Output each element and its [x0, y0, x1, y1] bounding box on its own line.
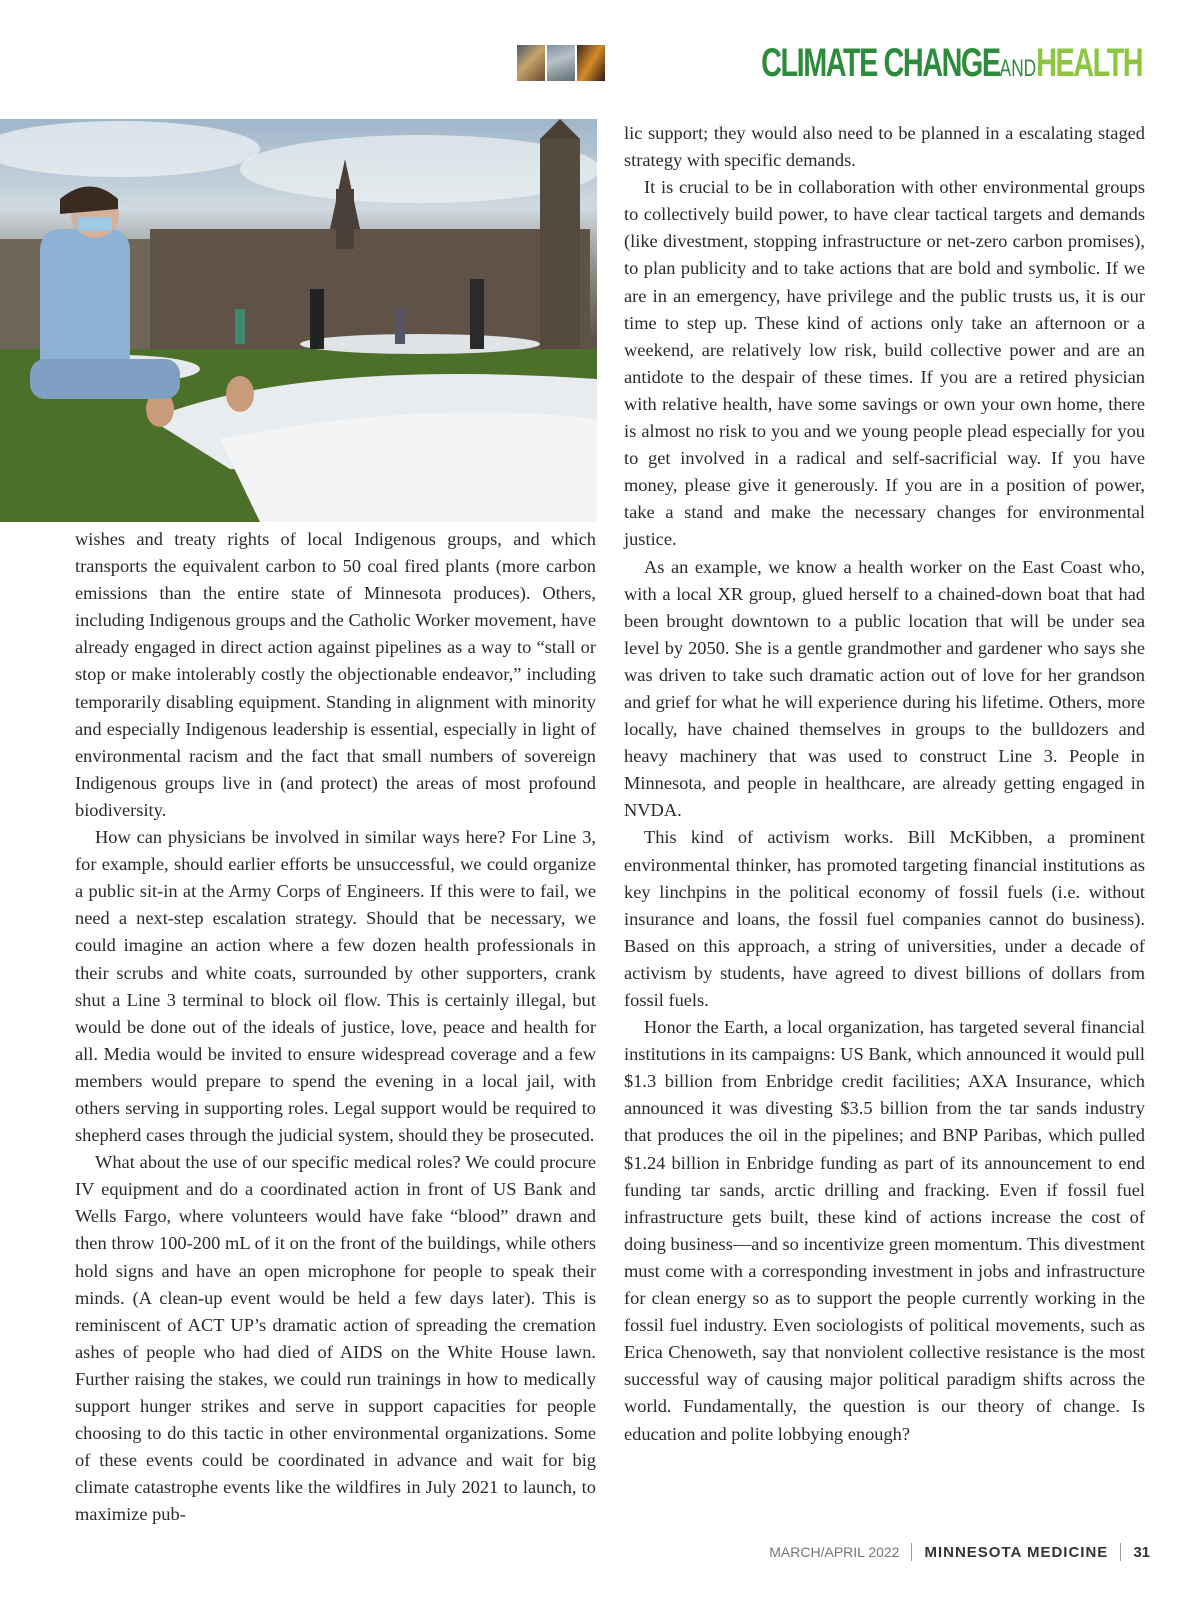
right-text-column: [624, 120, 1145, 1448]
thumbnail-image: [547, 45, 575, 81]
page-footer: [769, 1540, 1150, 1564]
right-paragraph-1: lic support; they would also need to be planned in a escalating staged strategy with specific demands.: [624, 123, 1145, 171]
publication-name: MINNESOTA MEDICINE: [924, 1543, 1109, 1561]
photo-illustration: [0, 119, 597, 522]
footer-divider: [1120, 1543, 1121, 1561]
section-title-part3: HEALTH: [1035, 41, 1142, 85]
left-text-column: [75, 526, 596, 1528]
thumbnail-image: [577, 45, 605, 81]
article-photo: [0, 119, 597, 522]
thumbnail-image: [517, 45, 545, 81]
left-paragraph-1: wishes and treaty rights of local Indigenous groups, and which transports the equivalent carbon to 50 coal fired plants (more carbon emissions than the entire state of Minnesota produces). Others, including Indigenous groups and the Catholic Worker movement, have already engaged in direct action against pipelines as a way to “stall or stop or make intolerably costly the objectionable endeavor,” including temporarily disabling equipment. Standing in alignment with minority and especially Indigenous leadership is essential, especially in light of environmental racism and the fact that small numbers of sovereign Indigenous groups live in (and protect) the areas of most profound biodiversity.: [75, 529, 596, 820]
footer-divider: [911, 1543, 912, 1561]
section-title-part1: CLIMATE CHANGE: [760, 41, 1000, 85]
issue-date: MARCH/APRIL 2022: [769, 1544, 900, 1560]
left-paragraph-2: How can physicians be involved in similar ways here? For Line 3, for example, should earlier efforts be unsuccessful, we could organize a public sit-in at the Army Corps of Engineers. If this were to fail, we need a next-step escalation strategy. Should that be necessary, we could imagine an action where a few dozen health professionals in their scrubs and white coats, surrounded by other supporters, crank shut a Line 3 terminal to block oil flow. This is certainly illegal, but would be done out of the ideals of justice, love, peace and health for all. Media would be invited to ensure widespread coverage and a few members would prepare to spend the evening in a local jail, with others serving in supporting roles. Legal support would be required to shepherd cases through the judicial system, should they be prosecuted.: [75, 827, 596, 1146]
header-thumbnails: [517, 45, 607, 81]
right-paragraph-2: It is crucial to be in collaboration with other environmental groups to collectively build power, to have clear tactical targets and demands (like divestment, stopping infrastructure or net-zero carbon promises), to plan publicity and to take actions that are bold and symbolic. If we are in an emergency, have privilege and the public trusts us, it is our time to step up. These kind of actions only take an afternoon or a weekend, are relatively low risk, build collective power and are an antidote to the despair of these times. If you are a retired physician with relative health, have some savings or own your own home, there is almost no risk to you and we young people plead especially for you to get involved in a radical and self-sacrificial way. If you have money, please give it generously. If you are in a position of power, take a stand and make the necessary changes for environmental justice.: [624, 177, 1145, 550]
page-number: 31: [1133, 1543, 1150, 1561]
section-title-part2: AND: [999, 55, 1036, 82]
right-paragraph-3: As an example, we know a health worker on the East Coast who, with a local XR group, glued herself to a chained-down boat that had been brought downtown to a public location that will be under sea level by 2050. She is a gentle grandmother and gardener who says she was driven to take such dramatic action out of love for her grandson and grief for what he will experience during his lifetime. Others, more locally, have chained themselves in groups to the bulldozers and heavy machinery that was used to construct Line 3. People in Minnesota, and people in healthcare, are already getting engaged in NVDA.: [624, 556, 1145, 821]
section-header: [517, 42, 1142, 84]
section-title: [761, 43, 1142, 83]
right-paragraph-4: This kind of activism works. Bill McKibben, a prominent environmental thinker, has promoted targeting financial institutions as key linchpins in the political economy of fossil fuels (i.e. without insurance and loans, the fossil fuel companies cannot do business). Based on this approach, a string of universities, under a decade of activism by students, have agreed to divest billions of dollars from fossil fuels.: [624, 827, 1145, 1010]
right-paragraph-5: Honor the Earth, a local organization, has targeted several financial institutions in its campaigns: US Bank, which announced it would pull $1.3 billion from Enbridge credit facilities; AXA Insurance, which announced it was divesting $3.5 billion from the tar sands industry that produces the oil in the pipelines; and BNP Paribas, which pulled $1.24 billion in Enbridge funding as part of its announcement to end funding tar sands, arctic drilling and fracking. Even if fossil fuel infrastructure gets built, these kind of actions increase the cost of doing business—and so incentivize green momentum. This divestment must come with a corresponding investment in jobs and infrastructure for clean energy so as to support the people currently working in the fossil fuel industry. Even sociologists of political movements, such as Erica Chenoweth, say that nonviolent collective resistance is the most successful way of causing major political paradigm shifts across the world. Fundamentally, the question is our theory of change. Is education and polite lobbying enough?: [624, 1017, 1145, 1444]
left-paragraph-3: What about the use of our specific medical roles? We could procure IV equipment and do a coordinated action in front of US Bank and Wells Fargo, where volunteers would have fake “blood” drawn and then throw 100-200 mL of it on the front of the buildings, while others hold signs and have an open microphone for people to speak their minds. (A clean-up event would be held a few days later). This is reminiscent of ACT UP’s dramatic action of spreading the cremation ashes of people who had died of AIDS on the White House lawn. Further raising the stakes, we could run trainings in how to medically support hunger strikes and serve in support capacities for people choosing to do this tactic in other environmental organizations. Some of these events could be coordinated in advance and wait for big climate catastrophe events like the wildfires in July 2021 to launch, to maximize pub-: [75, 1152, 596, 1525]
